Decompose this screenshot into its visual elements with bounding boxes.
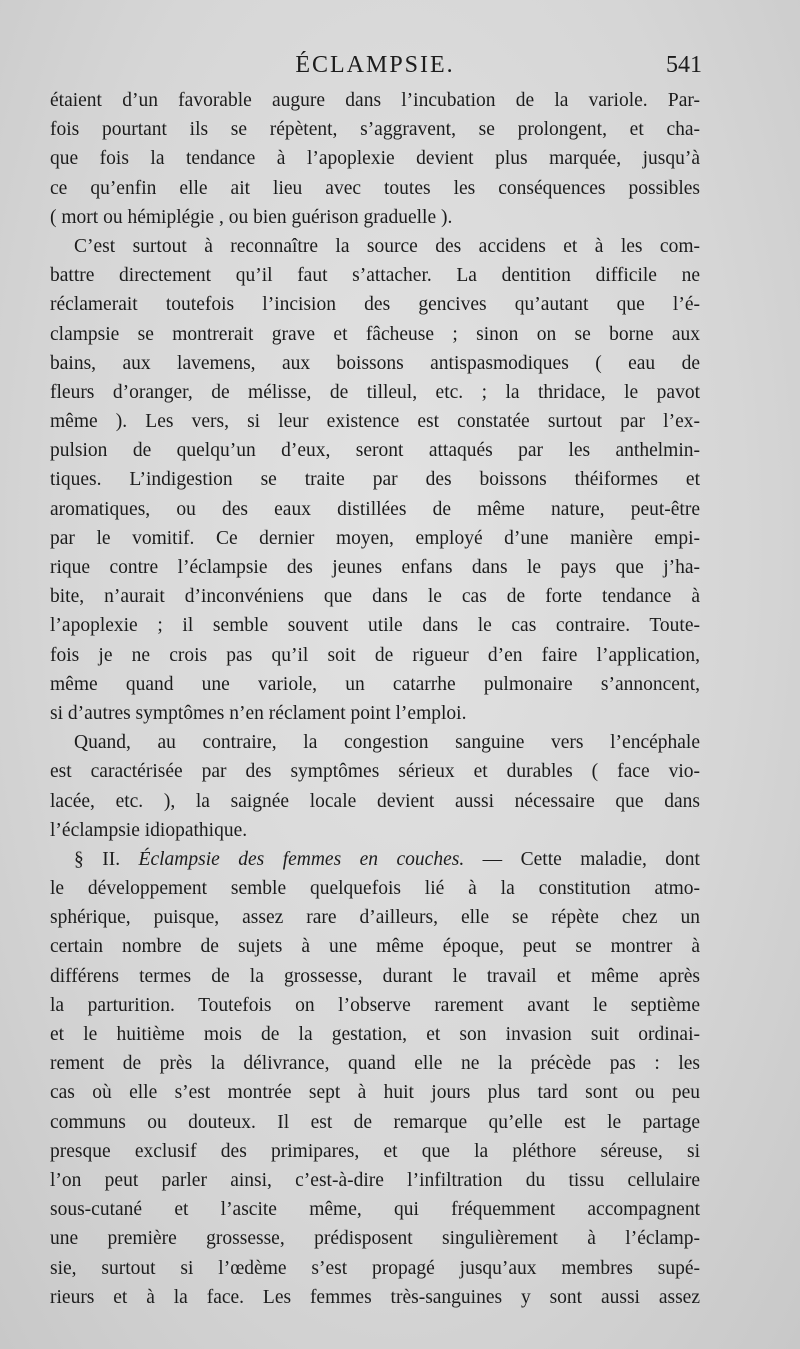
text-line: fois pourtant ils se répètent, s’aggravent, se prolongent, et cha-: [50, 119, 700, 141]
text-line: rique contre l’éclampsie des jeunes enfans dans le pays que j’ha-: [50, 557, 700, 578]
text-line: l’on peut parler ainsi, c’est-à-dire l’infiltration du tissu cellulaire: [50, 1169, 700, 1191]
text-line: C’est surtout à reconnaître la source des accidens et à les com-: [74, 235, 700, 257]
text-line: la parturition. Toutefois on l’observe rarement avant le septième: [50, 994, 700, 1016]
text-line: ( mort ou hémiplégie , ou bien guérison graduelle ).: [50, 206, 453, 228]
section-paragraph: [50, 845, 700, 1312]
section-title: Éclampsie des femmes en couches.: [138, 848, 465, 870]
text-line: fleurs d’oranger, de mélisse, de tilleul, etc. ; la thridace, le pavot: [50, 381, 700, 403]
text-line: [50, 845, 700, 874]
text-line: est caractérisée par des symptômes sérieux et durables ( face vio-: [50, 761, 700, 783]
text-line: aromatiques, ou des eaux distillées de même nature, peut-être: [50, 498, 700, 520]
text-line: lacée, etc. ), la saignée locale devient aussi nécessaire que dans: [50, 790, 700, 812]
text-line: communs ou douteux. Il est de remarque qu’elle est le partage: [50, 1111, 700, 1133]
text-line: presque exclusif des primipares, et que la pléthore séreuse, si: [50, 1140, 700, 1162]
text-line: battre directement qu’il faut s’attacher. La dentition difficile ne: [50, 265, 700, 287]
text-line: si d’autres symptômes n’en réclament point l’emploi.: [50, 702, 467, 724]
text-line: sous-cutané et l’ascite même, qui fréquemment accompagnent: [50, 1199, 700, 1221]
text-line: même quand une variole, un catarrhe pulmonaire s’annoncent,: [50, 673, 700, 695]
paragraph: [50, 232, 700, 728]
text-line: tiques. L’indigestion se traite par des boissons théiformes et: [50, 469, 700, 491]
running-title: ÉCLAMPSIE.: [295, 52, 455, 78]
text-line: pulsion de quelqu’un d’eux, seront attaqués par les anthelmin-: [50, 440, 700, 462]
body-text: [50, 86, 700, 1312]
text-line: le développement semble quelquefois lié à la constitution atmo-: [50, 878, 700, 900]
section-lead-text: — Cette maladie, dont: [464, 848, 700, 870]
text-line: rement de près la délivrance, quand elle ne la précède pas : les: [50, 1053, 700, 1075]
text-line: l’apoplexie ; il semble souvent utile dans le cas contraire. Toute-: [50, 615, 700, 637]
text-line: fois je ne crois pas qu’il soit de rigueur d’en faire l’application,: [50, 644, 700, 666]
text-line: que fois la tendance à l’apoplexie devient plus marquée, jusqu’à: [50, 148, 700, 170]
section-mark: § II.: [74, 848, 139, 870]
text-line: l’éclampsie idiopathique.: [50, 819, 248, 841]
text-line: même ). Les vers, si leur existence est constatée surtout par l’ex-: [50, 411, 700, 433]
page-header: [50, 52, 700, 82]
text-line: sie, surtout si l’œdème s’est propagé jusqu’aux membres supé-: [50, 1257, 700, 1279]
text-line: bains, aux lavemens, aux boissons antispasmodiques ( eau de: [50, 352, 700, 374]
text-line: sphérique, puisque, assez rare d’ailleurs, elle se répète chez un: [50, 907, 700, 929]
text-line: ce qu’enfin elle ait lieu avec toutes les conséquences possibles: [50, 177, 700, 199]
text-line: Quand, au contraire, la congestion sanguine vers l’encéphale: [74, 732, 700, 754]
text-line: par le vomitif. Ce dernier moyen, employé d’une manière empi-: [50, 527, 700, 549]
text-line: réclamerait toutefois l’incision des gencives qu’autant que l’é-: [50, 294, 700, 316]
text-line: rieurs et à la face. Les femmes très-sanguines y sont aussi assez: [50, 1286, 700, 1308]
text-line: et le huitième mois de la gestation, et son invasion suit ordinai-: [50, 1024, 700, 1045]
text-line: étaient d’un favorable augure dans l’incubation de la variole. Par-: [50, 90, 700, 111]
text-line: clampsie se montrerait grave et fâcheuse ; sinon on se borne aux: [50, 323, 700, 345]
text-line: bite, n’aurait d’inconvéniens que dans le cas de forte tendance à: [50, 586, 700, 608]
paragraph: [50, 728, 700, 845]
page-number: 541: [666, 52, 702, 78]
text-line: une première grossesse, prédisposent singulièrement à l’éclamp-: [50, 1228, 700, 1250]
text-line: cas où elle s’est montrée sept à huit jours plus tard sont ou peu: [50, 1082, 700, 1104]
text-line: différens termes de la grossesse, durant le travail et même après: [50, 965, 700, 987]
text-line: certain nombre de sujets à une même époque, peut se montrer à: [50, 936, 700, 958]
paragraph: [50, 86, 700, 232]
